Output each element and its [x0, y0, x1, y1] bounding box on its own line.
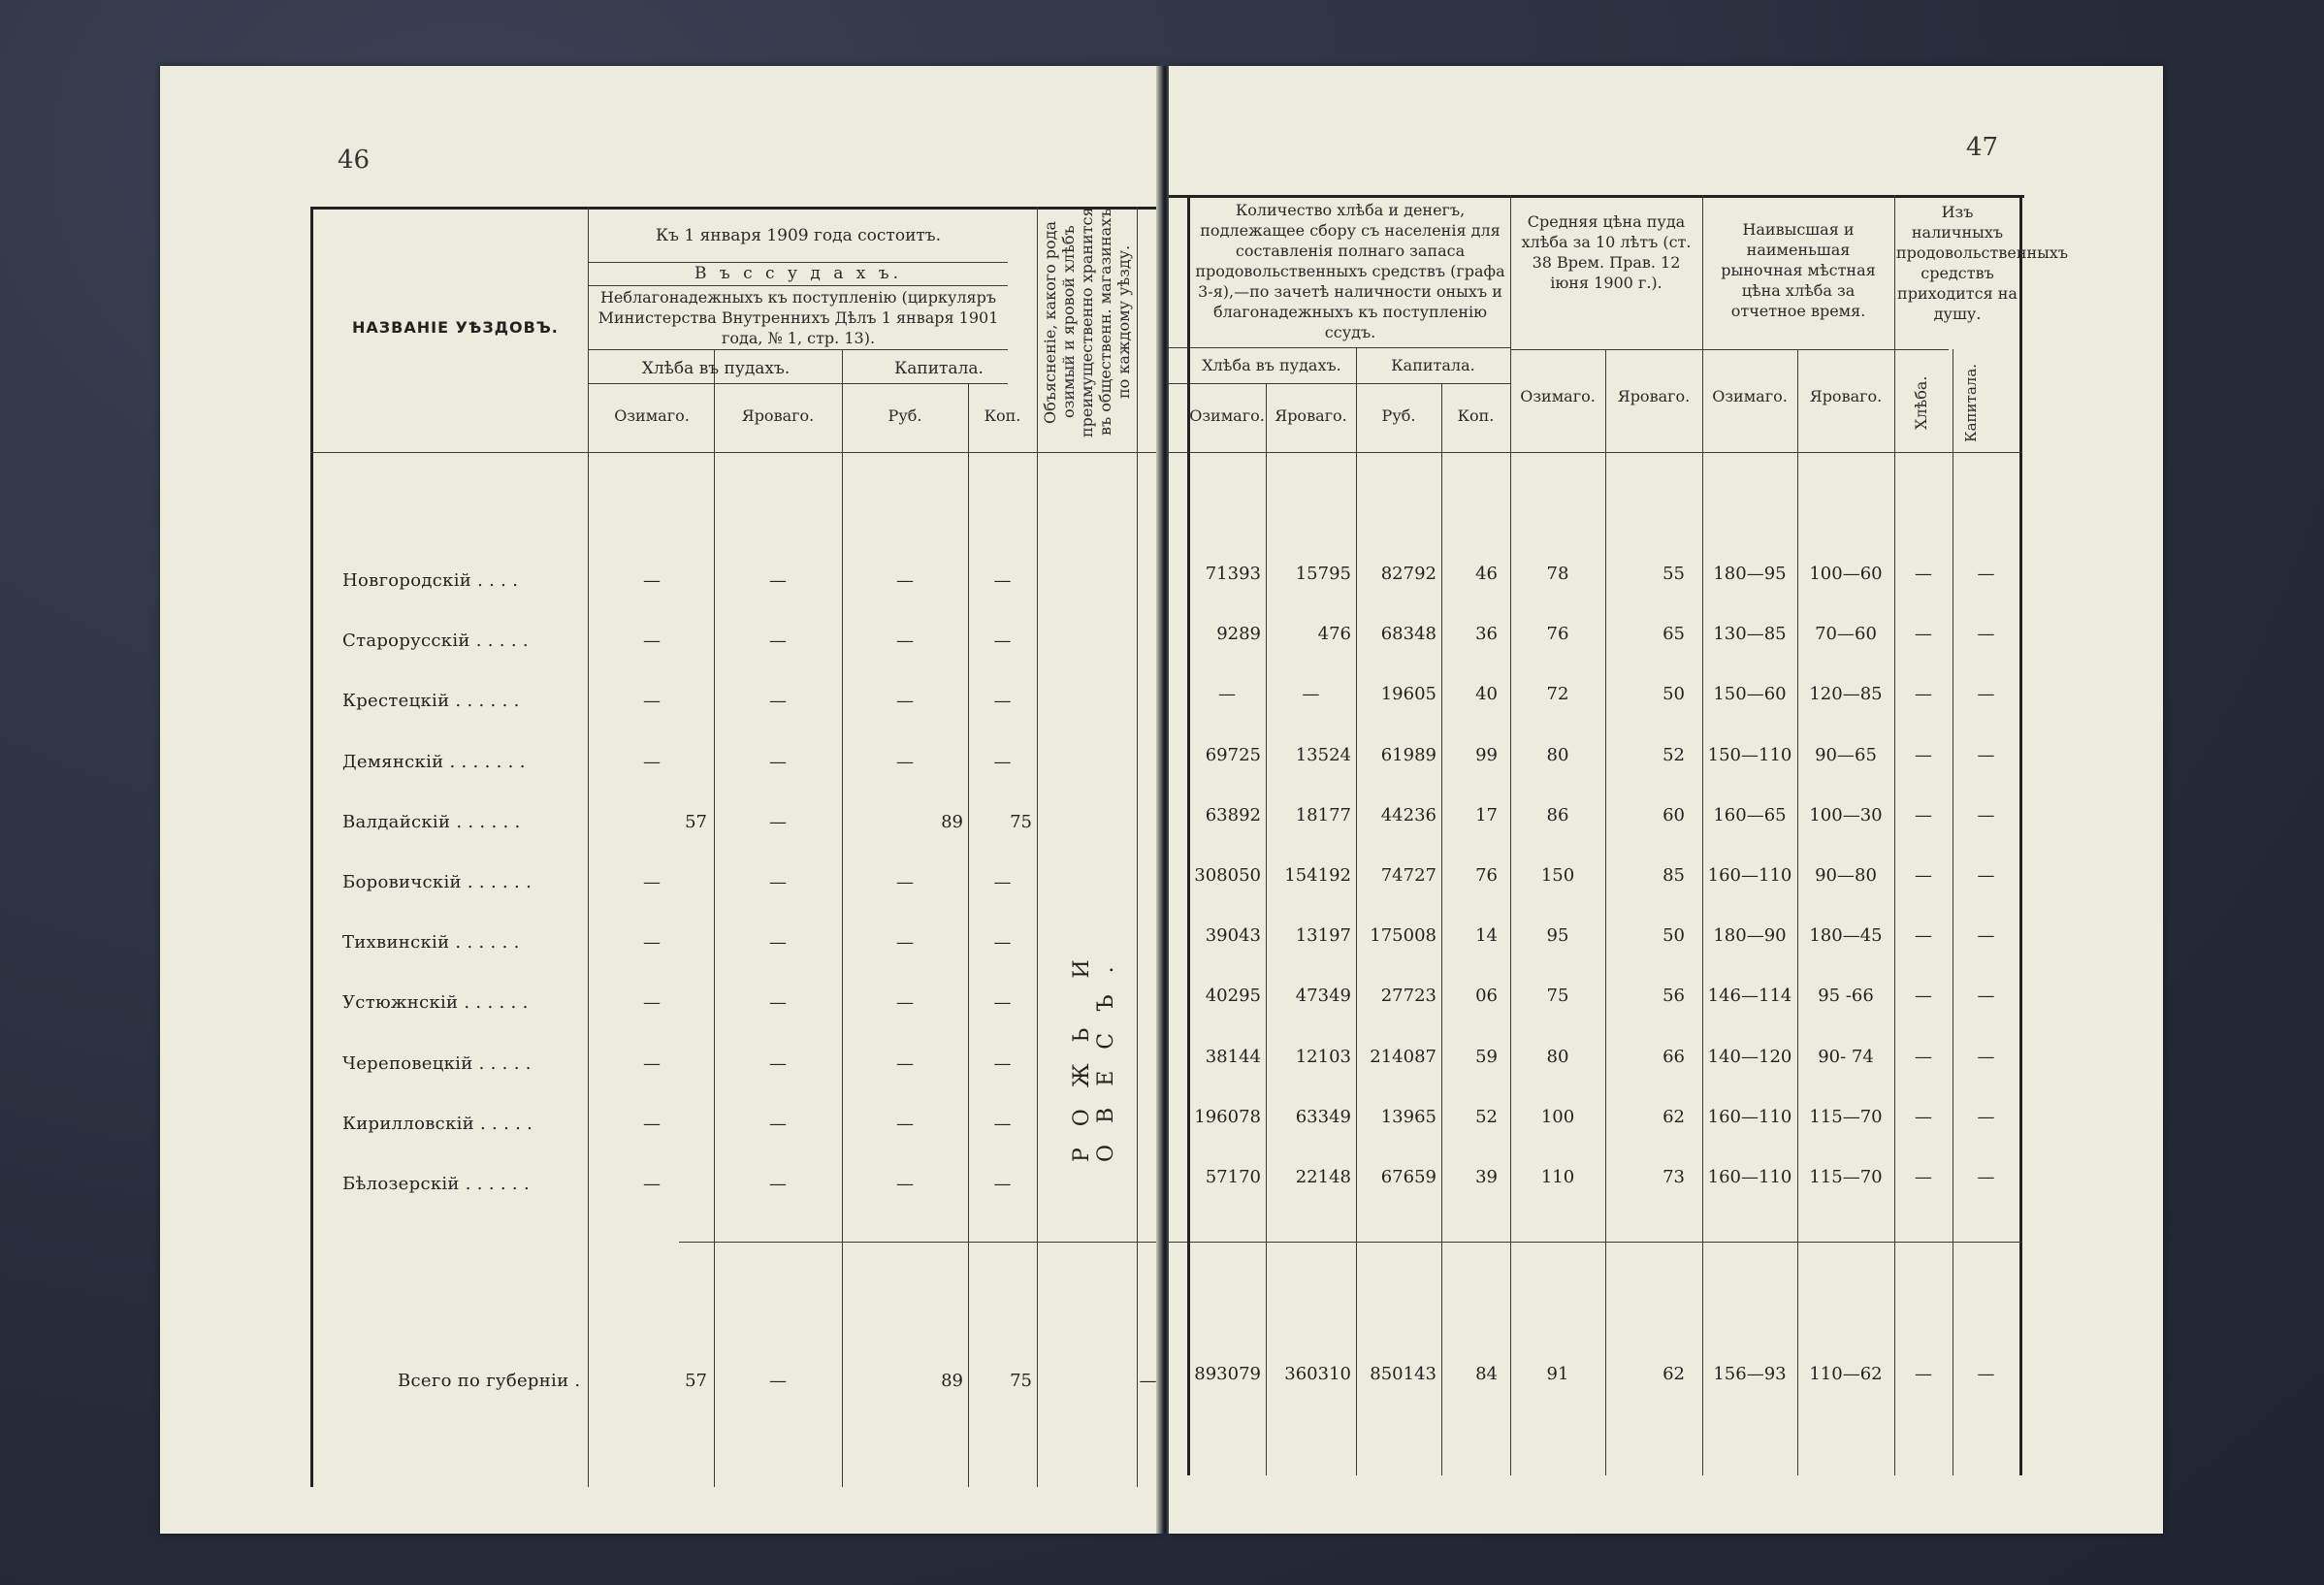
r-cell-market-spring: 95 -66: [1818, 986, 1874, 1006]
r-cell-market-spring: 180—45: [1809, 925, 1883, 946]
left-page: [160, 66, 1159, 1534]
explanation-value: РОЖЬ И ОВЕСЪ.: [1070, 938, 1118, 1162]
cell-spring: —: [769, 812, 787, 832]
cell-rub: —: [896, 1114, 914, 1134]
r-cell-spring: 63349: [1295, 1107, 1351, 1127]
r-cell-avg-spring: 85: [1662, 865, 1685, 886]
r-cell-per-soul-capital: —: [1977, 624, 1995, 644]
r-cell-spring: 154192: [1284, 865, 1351, 886]
cell-rub: 89: [941, 812, 963, 832]
r-cell-market-winter: 130—85: [1713, 624, 1787, 644]
col-line-3: [842, 349, 843, 1487]
r-cell-avg-spring: 55: [1662, 564, 1685, 584]
r-cell-kop: 59: [1475, 1047, 1498, 1067]
r-cell-per-soul-capital: —: [1977, 1167, 1995, 1187]
cell-spring: —: [769, 631, 787, 651]
r-cell-market-winter: 180—90: [1713, 925, 1787, 946]
table-right-border: [2019, 195, 2022, 1475]
r-cell-avg-spring: 66: [1662, 1047, 1685, 1067]
r-cell-market-winter: 140—120: [1707, 1047, 1792, 1067]
r-cell-avg-spring: 73: [1662, 1167, 1685, 1187]
r-cell-market-winter: 180—95: [1713, 564, 1787, 584]
r-cell-rub: 44236: [1380, 805, 1436, 825]
r-total-mk-w: 156—93: [1713, 1364, 1787, 1384]
r-cell-avg-spring: 52: [1662, 745, 1685, 765]
r-cell-market-spring: 115—70: [1809, 1107, 1883, 1127]
right-page: [1169, 66, 2163, 1534]
r-cell-per-soul-capital: —: [1977, 805, 1995, 825]
market-price-header: Наивысшая и наименьшая рыночная мѣстная цѣна хлѣба за отчетное время.: [1721, 220, 1876, 320]
r-total-winter: 893079: [1194, 1364, 1261, 1384]
r-cell-per-soul-grain: —: [1915, 865, 1932, 886]
r-cell-kop: 14: [1475, 925, 1498, 946]
col-line-6: [1137, 207, 1138, 1487]
explanation-header: Объясненіе, какого рода озимый и яровой хлѣбъ преимущественно хранится въ общественн. магазинахъ по каждому уѣзду.: [1041, 207, 1133, 437]
r-cell-market-spring: 90—65: [1815, 745, 1877, 765]
r-cell-market-spring: 70—60: [1815, 624, 1877, 644]
grain-poods-header: Хлѣба въ пудахъ.: [641, 359, 791, 378]
cell-spring: —: [769, 1174, 787, 1194]
r-cell-market-spring: 90- 74: [1818, 1047, 1874, 1067]
r-total-avg-w: 91: [1546, 1364, 1569, 1384]
r-cell-per-soul-grain: —: [1915, 805, 1932, 825]
r-cell-winter: 40295: [1205, 986, 1261, 1006]
r-capital-header: Капитала.: [1391, 356, 1475, 374]
per-soul-header: Изъ наличныхъ продовольственныхъ средствъ приходится на душу.: [1896, 203, 2069, 323]
r-cell-per-soul-capital: —: [1977, 865, 1995, 886]
avg-price-header: Средняя цѣна пуда хлѣба за 10 лѣтъ (ст. 38 Врем. Прав. 12 іюня 1900 г.).: [1521, 212, 1692, 292]
total-winter: 57: [685, 1371, 707, 1391]
quantity-header: Количество хлѣба и денегъ, подлежащее сбору съ населенія для составленія полнаго запаса продовольственныхъ средствъ (графа 3-я),—по зачетѣ наличности оныхъ и благонадежныхъ къ поступленію ссудъ.: [1195, 201, 1505, 341]
cell-winter: —: [643, 992, 661, 1013]
r-cell-rub: 27723: [1380, 986, 1436, 1006]
rub-header: Руб.: [888, 406, 922, 425]
r-cell-avg-spring: 65: [1662, 624, 1685, 644]
r-cell-winter: —: [1218, 684, 1236, 704]
spring-header: Яроваго.: [741, 406, 815, 425]
r-cell-rub: 61989: [1380, 745, 1436, 765]
r-cell-rub: 175008: [1370, 925, 1436, 946]
cell-kop: —: [993, 932, 1012, 953]
winter-header: Озимаго.: [614, 406, 690, 425]
cell-spring: —: [769, 691, 787, 711]
r-cell-avg-winter: 95: [1546, 925, 1569, 946]
avg-winter-header: Озимаго.: [1520, 387, 1596, 405]
cell-rub: —: [896, 691, 914, 711]
cell-kop: —: [993, 752, 1012, 772]
r-cell-spring: 476: [1317, 624, 1351, 644]
kop-header: Коп.: [984, 406, 1021, 425]
r-total-mk-s: 110—62: [1809, 1364, 1883, 1384]
cell-rub: —: [896, 570, 914, 591]
cell-kop: —: [993, 992, 1012, 1013]
county-name: Крестецкій . . . . . .: [342, 691, 520, 711]
cell-winter: —: [643, 1114, 661, 1134]
r-cell-avg-spring: 50: [1662, 925, 1685, 946]
table-top-border: [310, 207, 1159, 210]
county-name: Устюжнскій . . . . . .: [342, 992, 529, 1013]
cell-winter: —: [643, 631, 661, 651]
r-cell-avg-winter: 76: [1546, 624, 1569, 644]
mk-winter-header: Озимаго.: [1712, 387, 1788, 405]
county-name-header: НАЗВАНІЕ УѢЗДОВЪ.: [352, 318, 559, 337]
county-name: Валдайскій . . . . . .: [342, 812, 521, 832]
cell-kop: —: [993, 1053, 1012, 1074]
r-kop-header: Коп.: [1457, 406, 1495, 425]
r-cell-spring: 13524: [1295, 745, 1351, 765]
r-cell-rub: 19605: [1380, 684, 1436, 704]
cell-spring: —: [769, 872, 787, 892]
r-total-rub: 850143: [1370, 1364, 1436, 1384]
r-cell-per-soul-capital: —: [1977, 1047, 1995, 1067]
page-number-right: 47: [1966, 133, 1999, 162]
table-top-border-right: [1169, 195, 2024, 198]
r-cell-avg-winter: 80: [1546, 745, 1569, 765]
r-cell-rub: 214087: [1370, 1047, 1436, 1067]
cell-spring: —: [769, 932, 787, 953]
r-cell-winter: 196078: [1194, 1107, 1261, 1127]
r-cell-rub: 82792: [1380, 564, 1436, 584]
header-bottom-line: [310, 452, 1159, 453]
cell-spring: —: [769, 570, 787, 591]
ps-capital-header: Капитала.: [1962, 363, 1980, 442]
county-name: Новгородскій . . . .: [342, 570, 519, 591]
r-cell-market-winter: 150—60: [1713, 684, 1787, 704]
county-name: Боровичскій . . . . . .: [342, 872, 533, 892]
total-label: Всего по губерніи .: [398, 1371, 581, 1391]
cell-rub: —: [896, 1053, 914, 1074]
cell-rub: —: [896, 752, 914, 772]
r-cell-kop: 40: [1475, 684, 1498, 704]
r-cell-kop: 06: [1475, 986, 1498, 1006]
county-name: Череповецкій . . . . .: [342, 1053, 532, 1074]
r-cell-market-spring: 115—70: [1809, 1167, 1883, 1187]
r-cell-winter: 63892: [1205, 805, 1261, 825]
cell-winter: —: [643, 570, 661, 591]
cell-kop: 75: [1010, 812, 1032, 832]
r-cell-avg-winter: 72: [1546, 684, 1569, 704]
r-cell-per-soul-grain: —: [1915, 624, 1932, 644]
hdr-r-line-1: [1169, 347, 1510, 348]
r-cell-avg-spring: 56: [1662, 986, 1685, 1006]
r-cell-rub: 68348: [1380, 624, 1436, 644]
r-total-ps-c: —: [1977, 1364, 1995, 1384]
r-cell-kop: 52: [1475, 1107, 1498, 1127]
r-cell-spring: 15795: [1295, 564, 1351, 584]
county-name: Тихвинскій . . . . . .: [342, 932, 520, 953]
mk-spring-header: Яроваго.: [1809, 387, 1883, 405]
r-cell-kop: 39: [1475, 1167, 1498, 1187]
hdr-r-line-4: [1510, 349, 1949, 350]
r-cell-market-winter: 160—110: [1707, 865, 1792, 886]
col-line-2: [714, 349, 715, 1487]
r-grain-poods-header: Хлѣба въ пудахъ.: [1202, 356, 1341, 374]
r-cell-spring: 12103: [1295, 1047, 1351, 1067]
hdr-line-1: [589, 262, 1008, 263]
r-cell-avg-winter: 80: [1546, 1047, 1569, 1067]
r-cell-winter: 39043: [1205, 925, 1261, 946]
cell-winter: —: [643, 1174, 661, 1194]
r-cell-winter: 57170: [1205, 1167, 1261, 1187]
r-cell-per-soul-grain: —: [1915, 684, 1932, 704]
r-cell-per-soul-capital: —: [1977, 684, 1995, 704]
r-total-ps-g: —: [1915, 1364, 1932, 1384]
total-separator: [679, 1242, 1159, 1243]
r-cell-winter: 69725: [1205, 745, 1261, 765]
cell-winter: —: [643, 1053, 661, 1074]
r-cell-market-spring: 90—80: [1815, 865, 1877, 886]
avg-spring-header: Яроваго.: [1617, 387, 1691, 405]
r-cell-rub: 13965: [1380, 1107, 1436, 1127]
total-explanation: —: [1139, 1371, 1157, 1391]
r-cell-rub: 74727: [1380, 865, 1436, 886]
cell-winter: —: [643, 752, 661, 772]
r-cell-per-soul-capital: —: [1977, 986, 1995, 1006]
r-cell-kop: 36: [1475, 624, 1498, 644]
r-cell-per-soul-grain: —: [1915, 925, 1932, 946]
r-cell-kop: 76: [1475, 865, 1498, 886]
r-cell-market-winter: 160—110: [1707, 1167, 1792, 1187]
r-cell-avg-spring: 60: [1662, 805, 1685, 825]
r-cell-per-soul-grain: —: [1915, 1047, 1932, 1067]
in-loans-header: В ъ с с у д а х ъ.: [694, 264, 902, 283]
hdr-r-line-2: [1169, 383, 1510, 384]
r-cell-avg-winter: 100: [1540, 1107, 1575, 1127]
col-r-line-2: [1356, 347, 1357, 1475]
cell-rub: —: [896, 992, 914, 1013]
cell-rub: —: [896, 1174, 914, 1194]
r-cell-avg-winter: 110: [1540, 1167, 1575, 1187]
total-kop: 75: [1010, 1371, 1032, 1391]
r-cell-avg-spring: 62: [1662, 1107, 1685, 1127]
r-cell-market-winter: 150—110: [1707, 745, 1792, 765]
page-number-left: 46: [338, 146, 371, 175]
r-cell-avg-winter: 150: [1540, 865, 1575, 886]
r-cell-kop: 46: [1475, 564, 1498, 584]
r-cell-avg-spring: 50: [1662, 684, 1685, 704]
r-cell-market-winter: 160—65: [1713, 805, 1787, 825]
cell-winter: —: [643, 691, 661, 711]
r-cell-spring: 22148: [1295, 1167, 1351, 1187]
cell-kop: —: [993, 631, 1012, 651]
r-cell-per-soul-capital: —: [1977, 925, 1995, 946]
col-line-1: [588, 207, 589, 1487]
r-cell-winter: 9289: [1216, 624, 1261, 644]
r-rub-header: Руб.: [1381, 406, 1416, 425]
county-name: Бѣлозерскій . . . . . .: [342, 1174, 530, 1194]
r-cell-avg-winter: 75: [1546, 986, 1569, 1006]
unreliable-header: Неблагонадежныхъ къ поступленію (циркуляръ Министерства Внутреннихъ Дѣлъ 1 января 1901 года, № 1, стр. 13).: [597, 288, 999, 347]
r-cell-per-soul-grain: —: [1915, 745, 1932, 765]
r-winter-header: Озимаго.: [1189, 406, 1265, 425]
r-cell-spring: —: [1302, 684, 1320, 704]
r-cell-avg-winter: 86: [1546, 805, 1569, 825]
table-left-border: [310, 207, 313, 1487]
r-cell-winter: 308050: [1194, 865, 1261, 886]
hdr-line-3: [589, 349, 1008, 350]
cell-spring: —: [769, 752, 787, 772]
cell-kop: —: [993, 1174, 1012, 1194]
r-total-kop: 84: [1475, 1364, 1498, 1384]
r-cell-per-soul-capital: —: [1977, 1107, 1995, 1127]
cell-kop: —: [993, 872, 1012, 892]
r-cell-per-soul-capital: —: [1977, 745, 1995, 765]
as-of-header: Къ 1 января 1909 года состоитъ.: [655, 226, 942, 245]
r-cell-kop: 17: [1475, 805, 1498, 825]
total-rub: 89: [941, 1371, 963, 1391]
r-cell-kop: 99: [1475, 745, 1498, 765]
r-cell-per-soul-grain: —: [1915, 986, 1932, 1006]
cell-kop: —: [993, 570, 1012, 591]
county-name: Кирилловскій . . . . .: [342, 1114, 533, 1134]
hdr-line-4: [589, 383, 1008, 384]
cell-spring: —: [769, 992, 787, 1013]
r-cell-spring: 47349: [1295, 986, 1351, 1006]
r-cell-market-spring: 100—60: [1809, 564, 1883, 584]
cell-rub: —: [896, 932, 914, 953]
r-total-spring: 360310: [1284, 1364, 1351, 1384]
total-spring: —: [769, 1371, 787, 1391]
cell-kop: —: [993, 1114, 1012, 1134]
county-name: Демянскій . . . . . . .: [342, 752, 526, 772]
r-cell-per-soul-grain: —: [1915, 564, 1932, 584]
r-cell-rub: 67659: [1380, 1167, 1436, 1187]
col-r-line-0: [1187, 195, 1190, 1475]
cell-spring: —: [769, 1114, 787, 1134]
r-cell-winter: 71393: [1205, 564, 1261, 584]
r-total-avg-s: 62: [1662, 1364, 1685, 1384]
r-cell-per-soul-grain: —: [1915, 1167, 1932, 1187]
col-r-line-8: [1894, 195, 1895, 1475]
cell-spring: —: [769, 1053, 787, 1074]
cell-kop: —: [993, 691, 1012, 711]
hdr-line-2: [589, 285, 1008, 286]
county-name: Старорусскій . . . . .: [342, 631, 529, 651]
r-cell-market-winter: 146—114: [1707, 986, 1792, 1006]
r-cell-per-soul-capital: —: [1977, 564, 1995, 584]
r-cell-winter: 38144: [1205, 1047, 1261, 1067]
cell-winter: —: [643, 932, 661, 953]
cell-rub: —: [896, 872, 914, 892]
r-cell-spring: 13197: [1295, 925, 1351, 946]
r-cell-market-spring: 120—85: [1809, 684, 1883, 704]
col-r-line-7: [1797, 349, 1798, 1475]
r-spring-header: Яроваго.: [1275, 406, 1347, 425]
r-cell-per-soul-grain: —: [1915, 1107, 1932, 1127]
r-cell-market-winter: 160—110: [1707, 1107, 1792, 1127]
cell-winter: 57: [685, 812, 707, 832]
cell-rub: —: [896, 631, 914, 651]
r-cell-market-spring: 100—30: [1809, 805, 1883, 825]
r-cell-spring: 18177: [1295, 805, 1351, 825]
r-cell-avg-winter: 78: [1546, 564, 1569, 584]
cell-winter: —: [643, 872, 661, 892]
col-r-line-5: [1605, 349, 1606, 1475]
col-line-5: [1037, 207, 1038, 1487]
capital-header: Капитала.: [894, 359, 984, 378]
ps-grain-header: Хлѣба.: [1912, 375, 1930, 430]
